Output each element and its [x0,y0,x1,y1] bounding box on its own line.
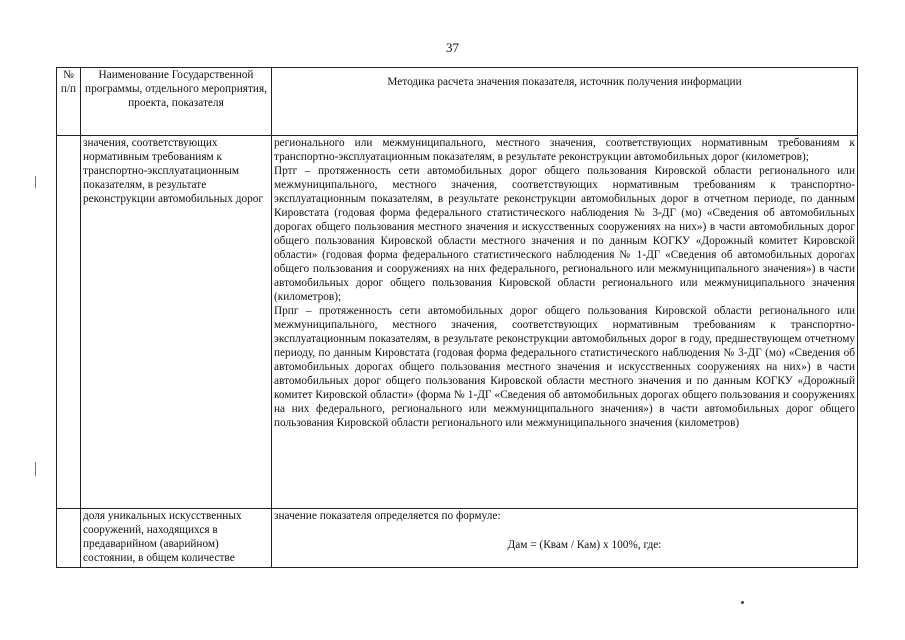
page-number: 37 [446,40,459,55]
formula: Дам = (Квам / Кам) x 100%, где: [507,539,662,551]
table-row [57,136,858,509]
row-num [57,509,81,568]
method-paragraph: регионального или межмуниципального, местного значения, соответствующих нормативным требованиям к транспортно-эксплуатационным показателям, в результате реконструкции автомобильных дорог (километров); [274,137,855,163]
margin-mark [35,462,36,476]
header-method: Методика расчета значения показателя, источник получения информации [272,68,858,136]
methodology-table [56,67,858,568]
header-num: № п/п [57,68,81,136]
method-cell [272,509,858,568]
table-row [57,509,858,568]
table-header-row [57,68,858,136]
method-paragraph: Пртг – протяженность сети автомобильных дорог общего пользования Кировской области регионального или межмуниципального, местного значения, соответствующих нормативным требованиям к транспортно-эксплуатационным показателям, в результате реконструкции автомобильных дорог в отчетном периоде, по данным Кировстата (годовая форма федерального статистического наблюдения № 3-ДГ (мо) «Сведения об автомобильных дорогах общего пользования местного значения и искусственных сооружениях на них») в части автомобильных дорог общего пользования Кировской области местного значения и по данным КОГКУ «Дорожный комитет Кировской области» (годовая форма федерального статистического наблюдения № 1-ДГ «Сведения об автомобильных дорогах общего пользования и сооружениях на них федерального, регионального или межмуниципального значения») в части автомобильных дорог общего пользования Кировской области регионального или межмуниципального значения (километров); [274,165,855,303]
scan-speck [741,601,744,604]
header-name: Наименование Государственной программы, отдельного мероприятия, проекта, показателя [81,68,272,136]
method-paragraph: Прпг – протяженность сети автомобильных дорог общего пользования Кировской области регионального или межмуниципального, местного значения, соответствующих нормативным требованиям к транспортно-эксплуатационным показателям, в результате реконструкции автомобильных дорог в году, предшествующем отчетному периоду, по данным Кировстата (годовая форма федерального статистического наблюдения № 3-ДГ (мо) «Сведения об автомобильных дорогах общего пользования местного значения и искусственных сооружениях на них») в части автомобильных дорог общего пользования Кировской области местного значения и по данным КОГКУ «Дорожный комитет Кировской области» (форма № 1-ДГ «Сведения об автомобильных дорогах общего пользования и сооружениях на них федерального, регионального или межмуниципального значения») в части автомобильных дорог общего пользования Кировской области регионального или межмуниципального значения (километров) [274,305,855,429]
method-intro: значение показателя определяется по формуле: [274,510,501,522]
method-cell [272,136,858,509]
margin-mark [35,176,36,188]
indicator-name: значения, соответствующих нормативным требованиям к транспортно-эксплуатационным показателям, в результате реконструкции автомобильных дорог [81,136,272,509]
row-num [57,136,81,509]
indicator-name: доля уникальных искусственных сооружений, находящихся в предаварийном (аварийном) состоянии, в общем количестве [81,509,272,568]
